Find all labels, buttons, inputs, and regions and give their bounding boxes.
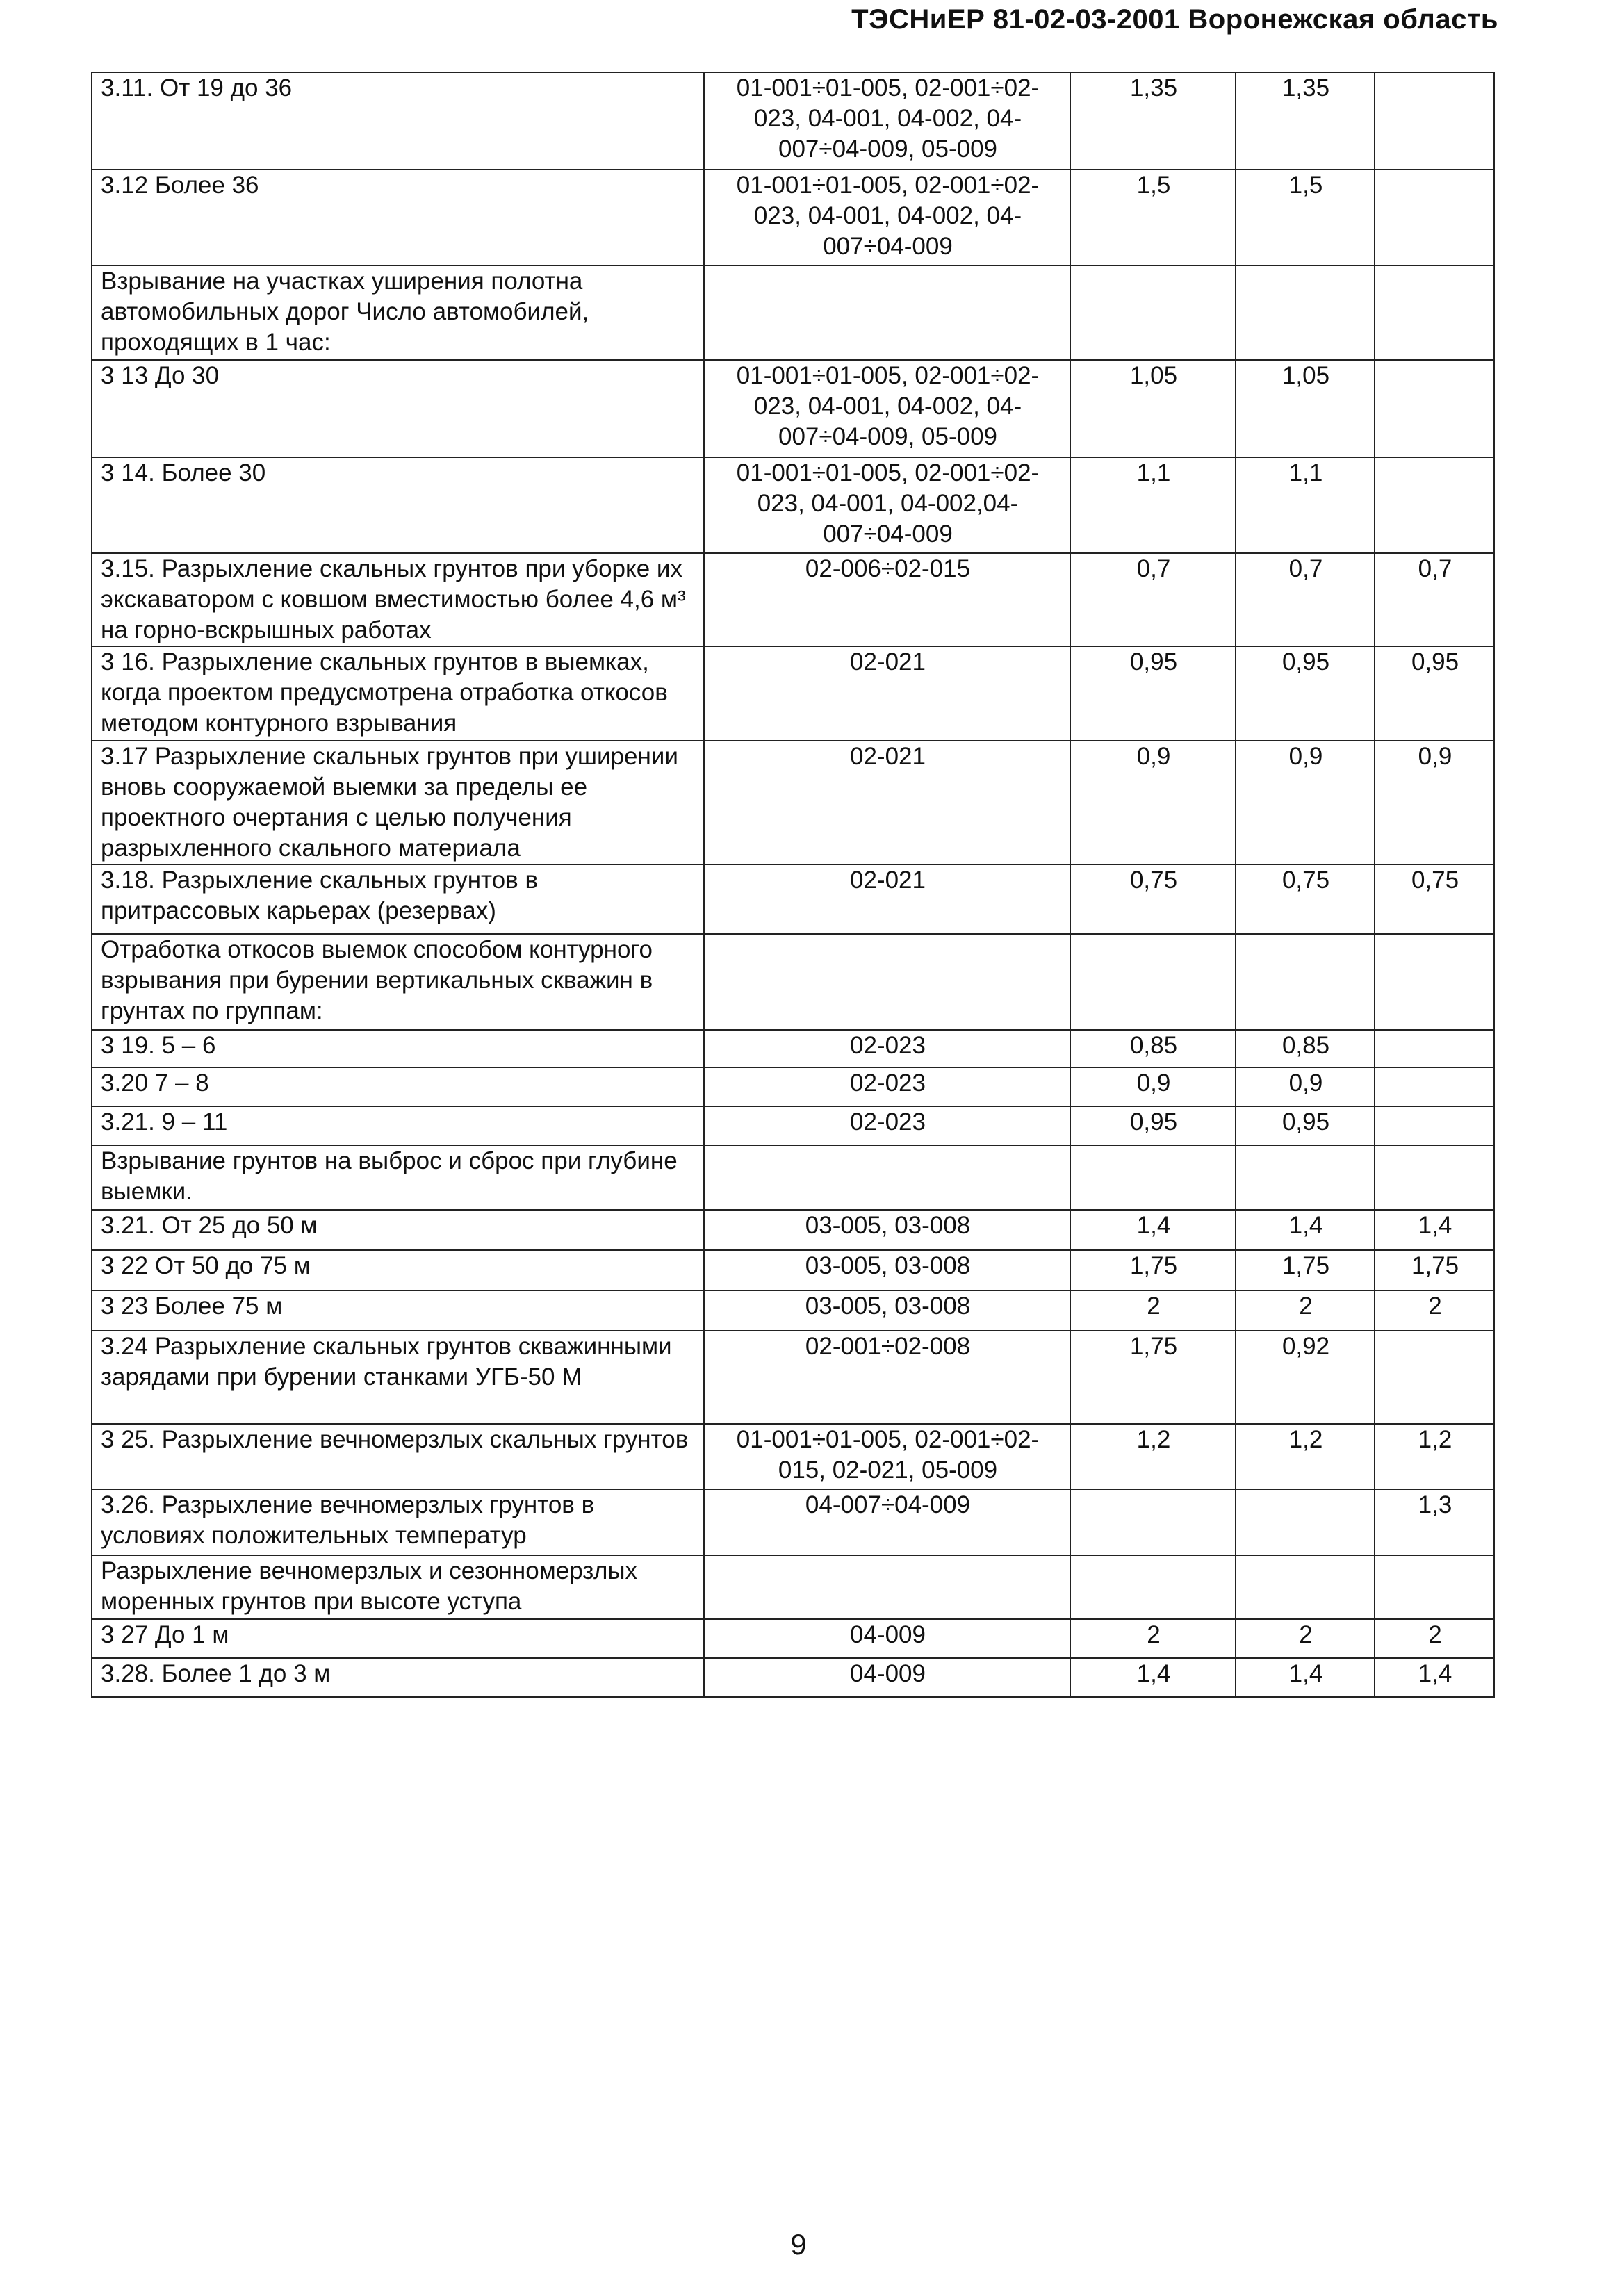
cell-k1	[1070, 1555, 1236, 1619]
table-row	[92, 360, 1494, 457]
cell-code: 04-007÷04-009	[704, 1489, 1070, 1555]
cell-k3	[1375, 1555, 1494, 1619]
cell-k3	[1375, 1331, 1494, 1424]
cell-k1: 2	[1070, 1619, 1236, 1658]
table-row	[92, 1067, 1494, 1106]
cell-k3	[1375, 1145, 1494, 1210]
cell-desc: 3 23 Более 75 м	[92, 1290, 704, 1331]
cell-desc: 3 27 До 1 м	[92, 1619, 704, 1658]
cell-k3: 0,95	[1375, 646, 1494, 741]
cell-k1	[1070, 934, 1236, 1030]
cell-desc: 3.21. 9 – 11	[92, 1106, 704, 1145]
table-row	[92, 72, 1494, 170]
cell-k2	[1236, 1145, 1375, 1210]
cell-k2: 1,4	[1236, 1658, 1375, 1697]
cell-k1: 1,35	[1070, 72, 1236, 170]
cell-k2: 0,85	[1236, 1030, 1375, 1067]
cell-k1: 0,7	[1070, 553, 1236, 646]
cell-desc: 3 16. Разрыхление скальных грунтов в выемках, когда проектом предусмотрена отработка откосов методом контурного взрывания	[92, 646, 704, 741]
table-row	[92, 741, 1494, 864]
cell-desc: 3.15. Разрыхление скальных грунтов при уборке их экскаватором с ковшом вместимостью более 4,6 м³ на горно-вскрышных работах	[92, 553, 704, 646]
cell-k1	[1070, 265, 1236, 360]
cell-k2	[1236, 265, 1375, 360]
cell-code: 01-001÷01-005, 02-001÷02-023, 04-001, 04-002, 04-007÷04-009, 05-009	[704, 360, 1070, 457]
cell-k3	[1375, 170, 1494, 265]
cell-code	[704, 1145, 1070, 1210]
table-row	[92, 457, 1494, 553]
cell-k2: 2	[1236, 1619, 1375, 1658]
cell-desc: 3 19. 5 – 6	[92, 1030, 704, 1067]
cell-k1: 0,75	[1070, 864, 1236, 934]
cell-code: 02-021	[704, 646, 1070, 741]
table-row	[92, 1030, 1494, 1067]
cell-k3: 1,75	[1375, 1250, 1494, 1290]
cell-k1: 1,75	[1070, 1250, 1236, 1290]
cell-k3: 1,4	[1375, 1210, 1494, 1250]
table-row	[92, 553, 1494, 646]
cell-k1: 1,05	[1070, 360, 1236, 457]
cell-k3: 2	[1375, 1290, 1494, 1331]
cell-code: 04-009	[704, 1619, 1070, 1658]
cell-k3	[1375, 360, 1494, 457]
cell-desc: 3.18. Разрыхление скальных грунтов в притрассовых карьерах (резервах)	[92, 864, 704, 934]
cell-code: 01-001÷01-005, 02-001÷02-023, 04-001, 04-002, 04-007÷04-009	[704, 170, 1070, 265]
cell-k3: 1,3	[1375, 1489, 1494, 1555]
cell-desc: Взрывание грунтов на выброс и сброс при глубине выемки.	[92, 1145, 704, 1210]
cell-desc: 3.21. От 25 до 50 м	[92, 1210, 704, 1250]
table-row	[92, 1489, 1494, 1555]
table-row	[92, 1250, 1494, 1290]
cell-k2: 1,5	[1236, 170, 1375, 265]
coefficients-table	[91, 72, 1495, 1698]
cell-code: 04-009	[704, 1658, 1070, 1697]
cell-code: 02-023	[704, 1030, 1070, 1067]
cell-code: 02-021	[704, 741, 1070, 864]
cell-k3	[1375, 1106, 1494, 1145]
cell-k2: 0,75	[1236, 864, 1375, 934]
cell-code: 02-023	[704, 1106, 1070, 1145]
cell-k2: 0,92	[1236, 1331, 1375, 1424]
cell-k2: 2	[1236, 1290, 1375, 1331]
cell-k1: 1,4	[1070, 1210, 1236, 1250]
cell-k1	[1070, 1145, 1236, 1210]
cell-k3: 1,4	[1375, 1658, 1494, 1697]
cell-k3	[1375, 934, 1494, 1030]
table-body	[92, 72, 1494, 1697]
cell-code: 01-001÷01-005, 02-001÷02-023, 04-001, 04-002, 04-007÷04-009, 05-009	[704, 72, 1070, 170]
cell-k2: 1,1	[1236, 457, 1375, 553]
table-row	[92, 265, 1494, 360]
cell-k1: 1,2	[1070, 1424, 1236, 1489]
table-row	[92, 1331, 1494, 1424]
cell-k3: 1,2	[1375, 1424, 1494, 1489]
cell-desc: 3.11. От 19 до 36	[92, 72, 704, 170]
cell-code: 02-023	[704, 1067, 1070, 1106]
cell-k2	[1236, 934, 1375, 1030]
cell-k1: 1,75	[1070, 1331, 1236, 1424]
cell-desc: 3.17 Разрыхление скальных грунтов при уширении вновь сооружаемой выемки за пределы ее проектного очертания с целью получения разрыхленного скального материала	[92, 741, 704, 864]
cell-k2: 1,4	[1236, 1210, 1375, 1250]
table-row	[92, 934, 1494, 1030]
cell-k3	[1375, 1030, 1494, 1067]
cell-k1: 1,1	[1070, 457, 1236, 553]
cell-k1: 1,5	[1070, 170, 1236, 265]
cell-k1: 0,95	[1070, 646, 1236, 741]
cell-desc: 3 13 До 30	[92, 360, 704, 457]
cell-k2: 0,9	[1236, 1067, 1375, 1106]
cell-k3: 0,7	[1375, 553, 1494, 646]
cell-k3	[1375, 457, 1494, 553]
cell-k3	[1375, 1067, 1494, 1106]
cell-k2: 0,9	[1236, 741, 1375, 864]
cell-desc: 3.28. Более 1 до 3 м	[92, 1658, 704, 1697]
cell-code: 03-005, 03-008	[704, 1290, 1070, 1331]
table-row	[92, 1619, 1494, 1658]
cell-k1: 0,9	[1070, 1067, 1236, 1106]
cell-k1: 0,85	[1070, 1030, 1236, 1067]
cell-k3	[1375, 265, 1494, 360]
cell-desc: Разрыхление вечномерзлых и сезонномерзлых моренных грунтов при высоте уступа	[92, 1555, 704, 1619]
cell-desc: Отработка откосов выемок способом контурного взрывания при бурении вертикальных скважин в грунтах по группам:	[92, 934, 704, 1030]
cell-k1	[1070, 1489, 1236, 1555]
cell-k1: 0,95	[1070, 1106, 1236, 1145]
cell-desc: 3.26. Разрыхление вечномерзлых грунтов в условиях положительных температур	[92, 1489, 704, 1555]
cell-code: 02-021	[704, 864, 1070, 934]
table-row	[92, 646, 1494, 741]
page-number: 9	[790, 2228, 807, 2261]
table-row	[92, 170, 1494, 265]
cell-k1: 0,9	[1070, 741, 1236, 864]
cell-k2	[1236, 1555, 1375, 1619]
cell-code: 01-001÷01-005, 02-001÷02-023, 04-001, 04-002,04-007÷04-009	[704, 457, 1070, 553]
cell-k2: 1,35	[1236, 72, 1375, 170]
cell-code: 02-006÷02-015	[704, 553, 1070, 646]
cell-code: 01-001÷01-005, 02-001÷02-015, 02-021, 05-009	[704, 1424, 1070, 1489]
cell-k3	[1375, 72, 1494, 170]
cell-code	[704, 934, 1070, 1030]
cell-k1: 1,4	[1070, 1658, 1236, 1697]
cell-code: 02-001÷02-008	[704, 1331, 1070, 1424]
table-row	[92, 1145, 1494, 1210]
table-row	[92, 1658, 1494, 1697]
cell-k2: 1,2	[1236, 1424, 1375, 1489]
cell-desc: 3.24 Разрыхление скальных грунтов скважинными зарядами при бурении станками УГБ-50 М	[92, 1331, 704, 1424]
cell-desc: 3 22 От 50 до 75 м	[92, 1250, 704, 1290]
cell-k3: 2	[1375, 1619, 1494, 1658]
cell-code	[704, 1555, 1070, 1619]
cell-code: 03-005, 03-008	[704, 1250, 1070, 1290]
table-row	[92, 1290, 1494, 1331]
table-row	[92, 1555, 1494, 1619]
cell-k2: 0,95	[1236, 1106, 1375, 1145]
cell-code: 03-005, 03-008	[704, 1210, 1070, 1250]
table-row	[92, 1210, 1494, 1250]
cell-code	[704, 265, 1070, 360]
cell-k2: 1,05	[1236, 360, 1375, 457]
cell-desc: 3 14. Более 30	[92, 457, 704, 553]
cell-k2: 0,95	[1236, 646, 1375, 741]
cell-k2: 1,75	[1236, 1250, 1375, 1290]
cell-k1: 2	[1070, 1290, 1236, 1331]
table-row	[92, 1106, 1494, 1145]
cell-k2: 0,7	[1236, 553, 1375, 646]
cell-k2	[1236, 1489, 1375, 1555]
document-header: ТЭСНиЕР 81-02-03-2001 Воронежская область	[851, 4, 1498, 35]
cell-desc: 3.20 7 – 8	[92, 1067, 704, 1106]
cell-k3: 0,75	[1375, 864, 1494, 934]
table-row	[92, 864, 1494, 934]
cell-desc: 3.12 Более 36	[92, 170, 704, 265]
cell-k3: 0,9	[1375, 741, 1494, 864]
cell-desc: 3 25. Разрыхление вечномерзлых скальных грунтов	[92, 1424, 704, 1489]
table-row	[92, 1424, 1494, 1489]
cell-desc: Взрывание на участках уширения полотна автомобильных дорог Число автомобилей, проходящих в 1 час:	[92, 265, 704, 360]
